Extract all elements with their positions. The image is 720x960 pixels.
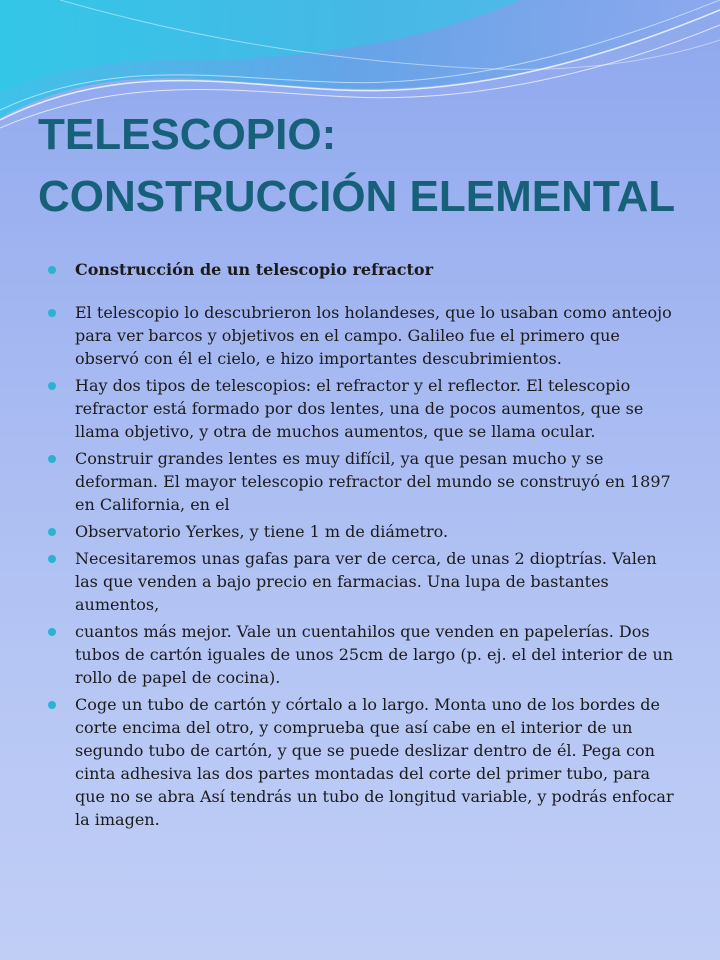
bullet-dot-icon: [48, 309, 56, 317]
bullet-dot-icon: [48, 455, 56, 463]
bullet-item: [48, 301, 684, 370]
bullet-dot-icon: [48, 628, 56, 636]
bullet-dot-icon: [48, 528, 56, 536]
title-line-2: CONSTRUCCIÓN ELEMENTAL: [38, 172, 676, 221]
bullet-text: Construcción de un telescopio refractor: [75, 260, 433, 279]
bullet-item: [48, 547, 684, 616]
bullet-text: Observatorio Yerkes, y tiene 1 m de diámetro.: [75, 522, 449, 541]
bullet-dot-icon: [48, 266, 56, 274]
bullet-item: [48, 520, 684, 543]
bullet-item: [48, 447, 684, 516]
bullet-text: El telescopio lo descubrieron los holandeses, que lo usaban como anteojo para ver barcos y objetivos en el campo. Galileo fue el primero que observó con él el cielo, e hizo importantes descubrimientos.: [75, 303, 672, 368]
title-line-1: TELESCOPIO:: [38, 110, 337, 159]
slide-title: [38, 104, 698, 228]
bullet-text: Necesitaremos unas gafas para ver de cerca, de unas 2 dioptrías. Valen las que venden a bajo precio en farmacias. Una lupa de bastantes aumentos,: [75, 549, 657, 614]
bullet-item: [48, 693, 684, 831]
bullet-text: Hay dos tipos de telescopios: el refractor y el reflector. El telescopio refractor está formado por dos lentes, una de pocos aumentos, que se llama objetivo, y otra de muchos aumentos, que se llama ocular.: [75, 376, 644, 441]
bullet-list: [48, 258, 684, 835]
bullet-dot-icon: [48, 382, 56, 390]
bullet-text: Construir grandes lentes es muy difícil, ya que pesan mucho y se deforman. El mayor telescopio refractor del mundo se construyó en 1897 en California, en el: [75, 449, 671, 514]
bullet-item: [48, 374, 684, 443]
bullet-text: Coge un tubo de cartón y córtalo a lo largo. Monta uno de los bordes de corte encima del otro, y comprueba que así cabe en el interior de un segundo tubo de cartón, y que se puede deslizar dentro de él. Pega con cinta adhesiva las dos partes montadas del corte del primer tubo, para que no se abra Así tendrás un tubo de longitud variable, y podrás enfocar la imagen.: [75, 695, 674, 829]
bullet-text: cuantos más mejor. Vale un cuentahilos que venden en papelerías. Dos tubos de cartón iguales de unos 25cm de largo (p. ej. el del interior de un rollo de papel de cocina).: [75, 622, 674, 687]
bullet-dot-icon: [48, 555, 56, 563]
bullet-dot-icon: [48, 701, 56, 709]
bullet-item: [48, 620, 684, 689]
bullet-item: [48, 258, 684, 281]
